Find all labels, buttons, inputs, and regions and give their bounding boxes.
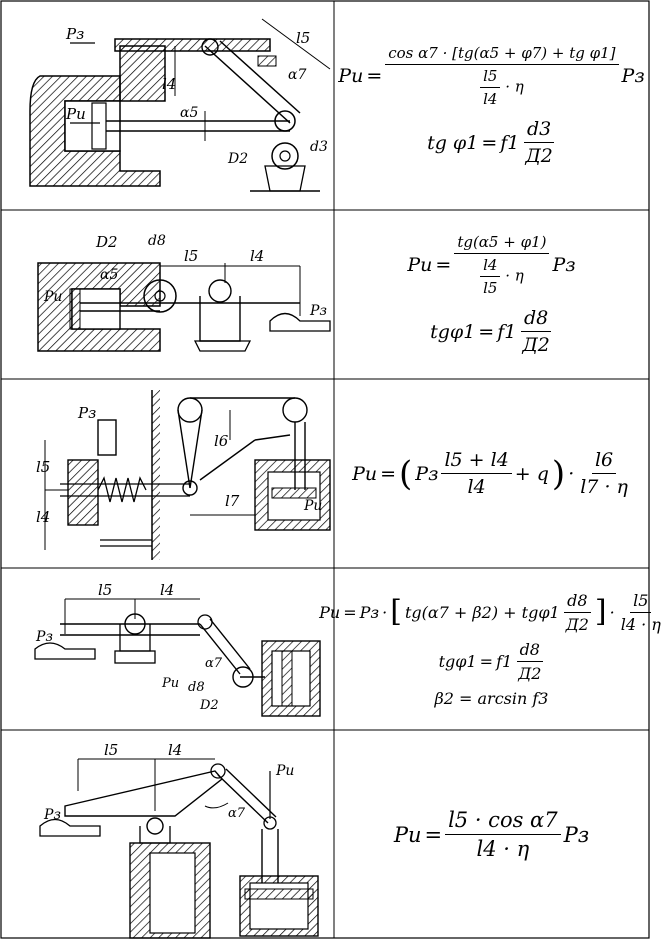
- formula-2-lhs: Pи: [407, 254, 433, 276]
- force-label-pi: Pи: [162, 676, 180, 691]
- mechanism-diagram-5: [0, 731, 333, 938]
- formula-2-aux-f: f1: [497, 320, 517, 343]
- formula-4-out-den: l4 · η: [620, 614, 661, 634]
- force-label-pi: Pи: [276, 763, 295, 779]
- formula-4-aux-lhs: tgφ1: [438, 651, 477, 671]
- mechanism-diagram-4: [0, 569, 333, 729]
- formula-2-den-bottom: l5: [483, 279, 498, 297]
- angle-label-alpha7: α7: [288, 67, 307, 83]
- formula-3-out-den: l7 · η: [580, 476, 628, 498]
- formula-3: Pи = ( Pз $\frac{l5 + l4}{l4}$ + q ) · $\frac{l6}{l7 \cdot \eta}$: [352, 449, 631, 498]
- formula-1-den-bottom: l4: [483, 90, 498, 108]
- formula-cell-2: [334, 211, 649, 378]
- formula-4-lhs: Pи: [319, 602, 341, 622]
- force-label-pi: Pи: [66, 105, 86, 123]
- formula-1-den-top: l5: [480, 67, 500, 88]
- mechanism-diagram-3: [0, 380, 333, 567]
- formula-5-denominator: l4 · η: [476, 837, 530, 861]
- angle-label-alpha5: α5: [100, 267, 119, 283]
- formula-4-aux-num: d8: [517, 640, 543, 662]
- formula-2-aux-den: Д2: [522, 334, 550, 356]
- dim-label-D2: D2: [200, 698, 219, 713]
- dim-label-l5: l5: [104, 741, 119, 759]
- formula-1-aux-den: Д2: [525, 145, 553, 167]
- dim-label-l4: l4: [160, 581, 175, 599]
- force-label-pz: Pз: [44, 807, 62, 823]
- dim-label-l7: l7: [225, 492, 240, 510]
- dim-label-l5: l5: [98, 581, 113, 599]
- dim-label-l5: l5: [184, 247, 199, 265]
- formula-4-bracket-num: d8: [564, 591, 590, 613]
- dim-label-l4: l4: [162, 75, 177, 93]
- formula-4-p: Pз: [359, 602, 380, 622]
- formula-cell-4: [319, 569, 661, 729]
- formula-4-aux-f: f1: [496, 651, 513, 671]
- formula-1-lhs: Pи: [338, 65, 364, 87]
- force-label-pz: Pз: [36, 629, 54, 645]
- angle-label-alpha5: α5: [180, 105, 199, 121]
- dim-label-l5: l5: [36, 458, 51, 476]
- formula-2-den-tail: · η: [505, 266, 524, 285]
- formula-4-aux-den: Д2: [518, 663, 542, 683]
- formula-1-aux-num: d3: [524, 118, 554, 143]
- force-label-pi: Pи: [44, 289, 63, 305]
- formula-3-p: Pз: [415, 462, 439, 485]
- dim-label-l6: l6: [214, 432, 229, 450]
- force-label-pz: Pз: [78, 404, 97, 422]
- formula-cell-5: [334, 731, 649, 938]
- formula-2-den-top: l4: [480, 256, 500, 277]
- mechanism-diagram-1: [0, 1, 333, 210]
- dim-label-d8: d8: [148, 233, 166, 249]
- dim-label-d3: d3: [310, 139, 328, 155]
- force-label-pi: Pи: [304, 498, 323, 514]
- dim-label-D2: D2: [228, 151, 249, 167]
- dim-label-l5: l5: [296, 29, 311, 47]
- formula-1-tail: Pз: [621, 65, 645, 87]
- formula-cell-3: [334, 380, 649, 567]
- formula-5: Pи = $\frac{\text{l5 · cos α7}}{l4 \cdot \eta}$ Pз: [393, 808, 590, 861]
- angle-label-alpha7: α7: [205, 656, 223, 671]
- dim-label-l4: l4: [168, 741, 183, 759]
- formula-4-beta: β2 = arcsin f3: [434, 688, 549, 708]
- formula-3-out-num: l6: [592, 449, 616, 474]
- formula-2-aux-lhs: tgφ1: [430, 320, 476, 343]
- formula-5-tail: Pз: [563, 822, 590, 847]
- formula-1-aux-f: f1: [500, 131, 520, 154]
- formula-5-lhs: Pи: [393, 822, 422, 847]
- formula-2: Pи = tg(α5 + φ1) $\frac{l4}{l5}$ · η Pз tgφ1 = f1 $\frac{d8}{Д2}$: [407, 233, 576, 356]
- dim-label-l4: l4: [36, 508, 51, 526]
- formula-1-numerator: cos α7 · [tg(α5 + φ7) + tg φ1]: [385, 44, 618, 65]
- formula-2-numerator: tg(α5 + φ1): [454, 233, 549, 254]
- formula-4: Pи = Pз · [ tg(α7 + β2) + tgφ1 $\frac{d8}{Д2}$ ] · $\frac{l5}{l4 \cdot \eta}$ tgφ1 = f1 $\frac{d8}{Д2}$ β2 = arcsin f3: [319, 591, 664, 708]
- formula-4-bracket-den: Д2: [565, 614, 589, 634]
- formula-4-out-num: l5: [630, 591, 651, 613]
- dim-label-l4: l4: [250, 247, 265, 265]
- formula-1: Pи = cos α7 · [tg(α5 + φ7) + tg φ1] $\frac{l5}{l4}$ · η Pз tg φ1 = f1 $\frac{d3}{Д2}$: [338, 44, 645, 167]
- dim-label-D2: D2: [96, 233, 118, 251]
- formula-3-plus-q: + q: [514, 462, 549, 485]
- formula-5-numerator: l5 · cos α7: [445, 808, 561, 835]
- dim-label-d8: d8: [188, 680, 205, 695]
- formula-1-aux-lhs: tg φ1: [427, 131, 479, 154]
- angle-label-alpha7: α7: [228, 806, 246, 821]
- formula-3-inner-num: l5 + l4: [441, 449, 511, 474]
- mechanism-diagram-2: [0, 211, 333, 378]
- formula-1-den-tail: · η: [505, 77, 524, 96]
- formula-4-bracket: tg(α7 + β2) + tgφ1: [404, 602, 560, 622]
- formula-3-inner-den: l4: [467, 476, 486, 498]
- force-label-pz: Pз: [66, 25, 85, 43]
- force-label-pz: Pз: [310, 303, 328, 319]
- formula-2-aux-num: d8: [521, 307, 551, 332]
- formula-cell-1: [334, 1, 649, 210]
- formula-2-tail: Pз: [552, 254, 576, 276]
- formula-3-lhs: Pи: [352, 462, 378, 485]
